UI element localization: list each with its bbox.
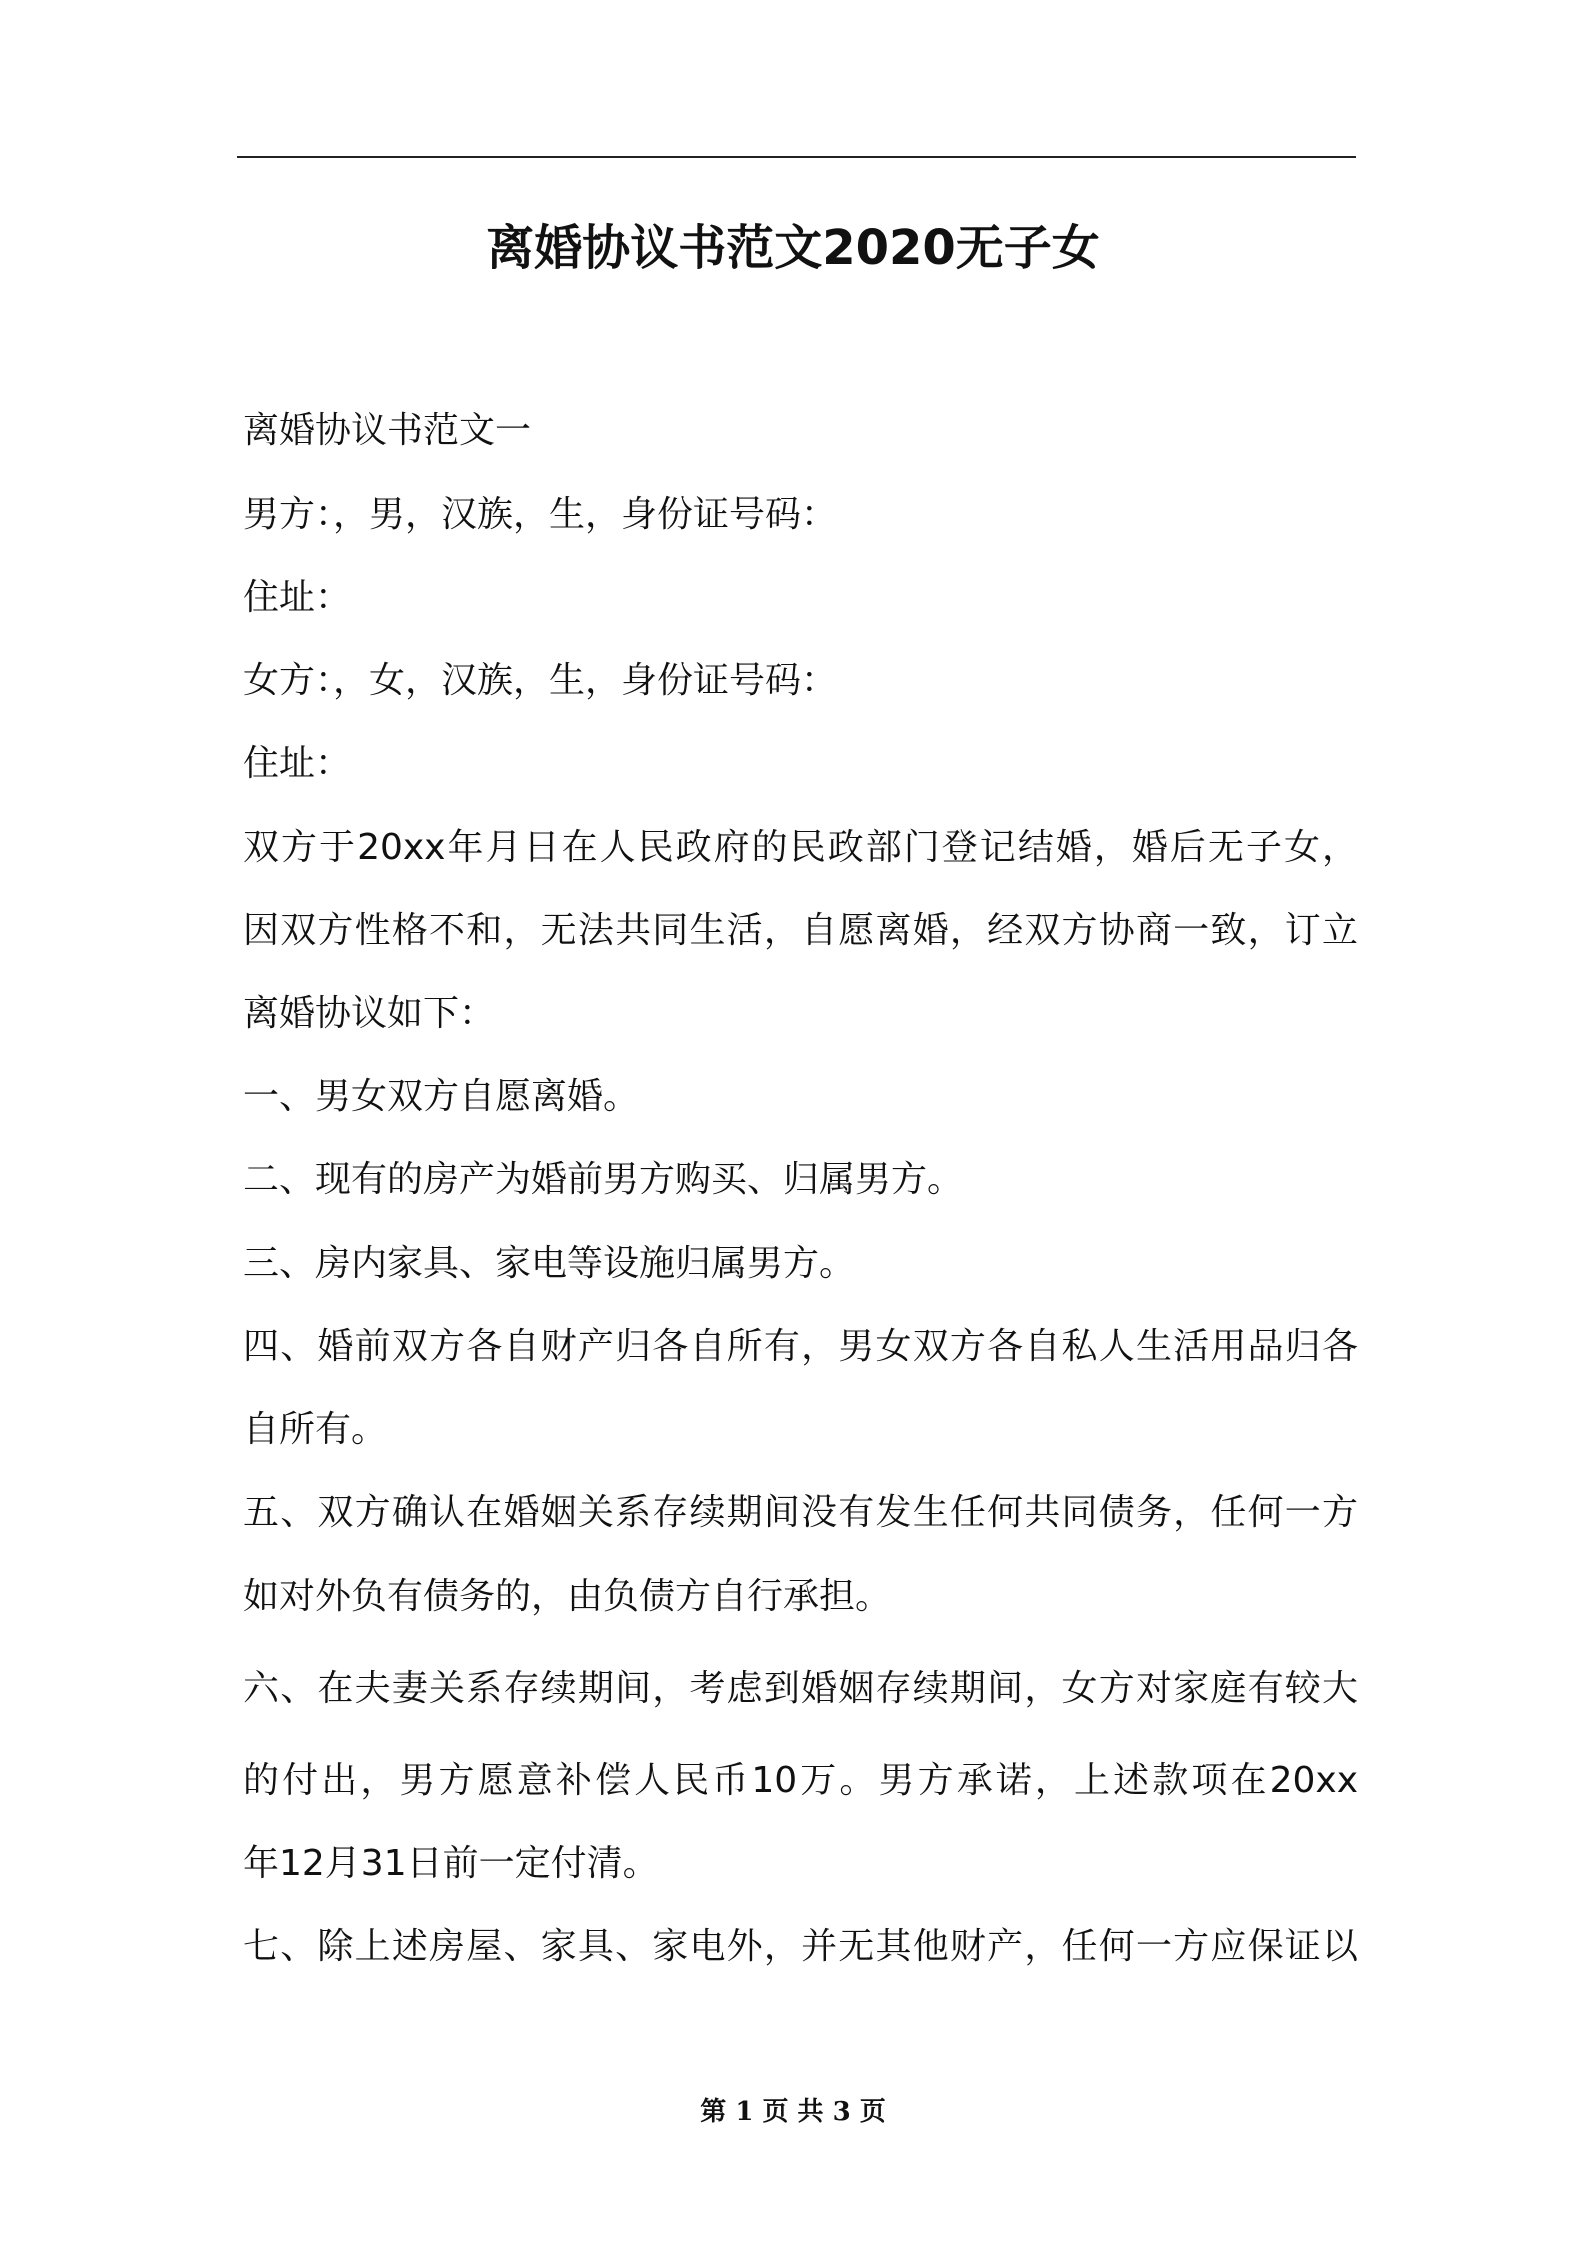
body-line: 七、除上述房屋、家具、家电外，并无其他财产，任何一方应保证以 <box>243 1926 1358 1967</box>
body-line: 离婚协议书范文一 <box>243 410 532 451</box>
body-line: 六、在夫妻关系存续期间，考虑到婚姻存续期间，女方对家庭有较大 <box>243 1668 1358 1709</box>
page-number-footer: 第 1 页 共 3 页 <box>700 2097 886 2127</box>
body-line: 三、房内家具、家电等设施归属男方。 <box>243 1243 856 1284</box>
header-rule <box>237 156 1356 158</box>
body-line: 五、双方确认在婚姻关系存续期间没有发生任何共同债务，任何一方 <box>243 1492 1358 1533</box>
body-line: 双方于20xx年月日在人民政府的民政部门登记结婚，婚后无子女， <box>243 827 1358 868</box>
body-line: 离婚协议如下： <box>243 993 496 1034</box>
body-line: 二、现有的房产为婚前男方购买、归属男方。 <box>243 1159 964 1200</box>
document-title: 离婚协议书范文2020无子女 <box>486 220 1100 276</box>
body-line: 因双方性格不和，无法共同生活，自愿离婚，经双方协商一致，订立 <box>243 910 1358 951</box>
body-line: 住址： <box>243 743 352 784</box>
body-line: 四、婚前双方各自财产归各自所有，男女双方各自私人生活用品归各 <box>243 1326 1358 1367</box>
body-line: 年12月31日前一定付清。 <box>243 1843 659 1884</box>
body-line: 住址： <box>243 577 352 618</box>
body-line: 一、男女双方自愿离婚。 <box>243 1076 640 1117</box>
body-line: 自所有。 <box>243 1409 388 1450</box>
body-line: 女方：，女，汉族，生，身份证号码： <box>243 660 838 701</box>
body-line: 如对外负有债务的，由负债方自行承担。 <box>243 1576 892 1617</box>
body-line: 的付出，男方愿意补偿人民币10万。男方承诺，上述款项在20xx <box>243 1760 1358 1801</box>
body-line: 男方：，男，汉族，生，身份证号码： <box>243 494 838 535</box>
